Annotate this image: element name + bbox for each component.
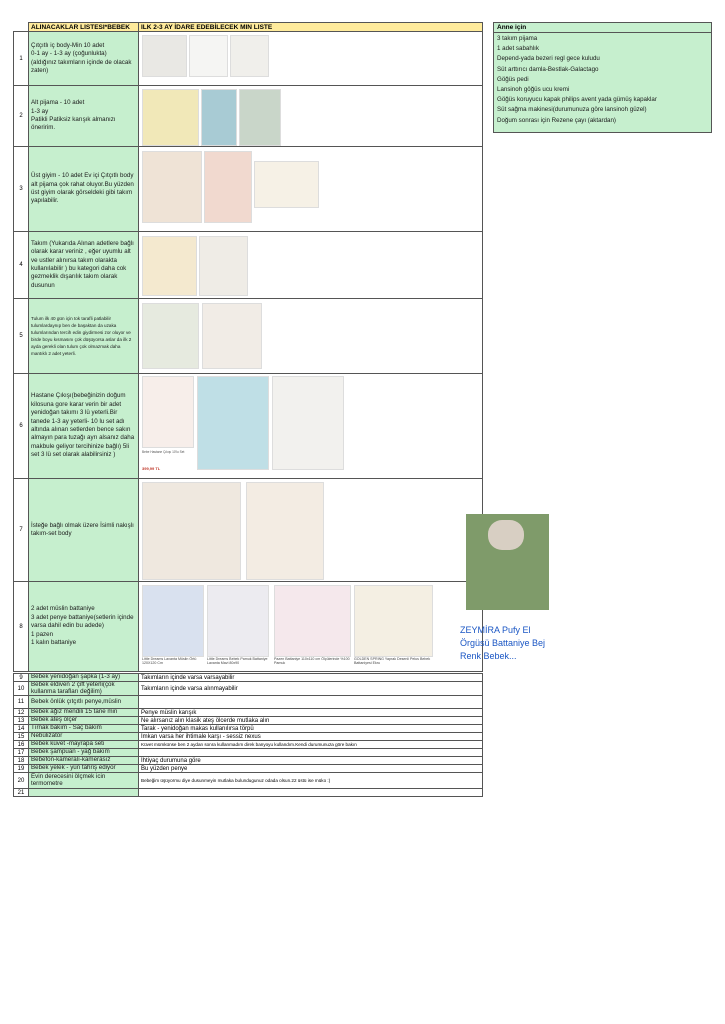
row-number: 15 — [14, 733, 29, 741]
shopping-list-table — [13, 22, 483, 672]
row-number: 10 — [14, 682, 29, 696]
table-row — [14, 682, 483, 696]
item-name: Bebek ağız mendili 15 tane min — [29, 709, 139, 717]
mom-list-title: Anne için — [494, 23, 711, 33]
product-image — [142, 236, 197, 296]
table-row — [14, 147, 483, 232]
row-number: 1 — [14, 32, 29, 86]
mom-list-item: 3 takım pijama — [497, 35, 538, 42]
product-image — [142, 35, 187, 77]
table-row — [14, 773, 483, 789]
product-image — [142, 303, 199, 369]
product-image — [142, 482, 241, 580]
table-row — [14, 749, 483, 757]
table-row — [14, 374, 483, 479]
item-note: Küvet mümkünse ben 2 aydan sonra kullanmadım direk banyoyu kullandım.Kendi durumunuza göre bakın — [139, 741, 483, 749]
product-caption: GOLDEN SPRING Yaprak Desenli Pelus Bebek Battaniyesi Ekru — [354, 657, 431, 666]
row-number: 6 — [14, 374, 29, 479]
table-row — [14, 299, 483, 374]
table-row — [14, 765, 483, 773]
row-images — [139, 32, 483, 86]
item-note: Bu yüzden penye — [139, 765, 483, 773]
row-number: 11 — [14, 696, 29, 709]
row-number: 20 — [14, 773, 29, 789]
product-caption: Bebe Hastane Çıkışı 10'lu Set — [142, 450, 185, 454]
row-number: 19 — [14, 765, 29, 773]
product-image — [142, 89, 199, 146]
product-image — [142, 151, 202, 223]
item-name — [29, 789, 139, 797]
product-image — [239, 89, 281, 146]
row-images — [139, 479, 483, 582]
row-number: 9 — [14, 674, 29, 682]
table-row — [14, 733, 483, 741]
row-number: 17 — [14, 749, 29, 757]
row-number: 13 — [14, 717, 29, 725]
row-number: 21 — [14, 789, 29, 797]
item-note: Takımların içinde varsa alınmayabilir — [139, 682, 483, 696]
item-note: Tarak - yenidoğan makas kullanılırsa törpü — [139, 725, 483, 733]
row-description: Çıtçıtlı iç body-Min 10 adet 0-1 ay - 1-3 ay (çoğunlukta) (aldığınız takımların içinde de olacak zaten) — [29, 32, 139, 86]
product-image — [142, 585, 204, 657]
product-price: 399,99 TL — [142, 466, 161, 471]
item-note: Takımların içinde varsa varsayabilir — [139, 674, 483, 682]
item-name: Bebek yelek - yün tahriş ediyor — [29, 765, 139, 773]
item-note — [139, 749, 483, 757]
table-row — [14, 741, 483, 749]
row-number: 4 — [14, 232, 29, 299]
item-name: Bebek küvet -mayrapa seti — [29, 741, 139, 749]
product-image — [189, 35, 228, 77]
row-number: 8 — [14, 582, 29, 672]
product-image — [230, 35, 269, 77]
product-image — [274, 585, 351, 657]
table-row — [14, 86, 483, 147]
item-name: Tırnak bakım - Saç bakım — [29, 725, 139, 733]
row-images — [139, 582, 483, 672]
mom-list-item: Depend-yada bezeri regl gece kuludu — [497, 55, 600, 63]
row-description: Üst giyim - 10 adet Ev içi Çıtçıtlı body alt pijama çok rahat oluyor.Bu yüzden üst giyim olarak görseldeki gibi takım yapılabilir. — [29, 147, 139, 232]
row-images — [139, 232, 483, 299]
product-image — [197, 376, 269, 470]
product-caption-link[interactable]: ZEYMİRA Pufy El Örgüsü Battaniye Bej Renk Bebek... — [460, 625, 546, 661]
item-name: Bebek ateş ölçer — [29, 717, 139, 725]
table-row — [14, 696, 483, 709]
row-number: 5 — [14, 299, 29, 374]
row-number: 2 — [14, 86, 29, 147]
table-row — [14, 32, 483, 86]
row-number: 12 — [14, 709, 29, 717]
item-name: Nebülizatör — [29, 733, 139, 741]
item-note: Penye müslin karışık — [139, 709, 483, 717]
row-images — [139, 299, 483, 374]
product-image — [142, 376, 194, 448]
header-col1: ALINACAKLAR LISTESI*BEBEK — [29, 23, 139, 32]
item-note: Bebeğim üşüyormu diye dusunmeyin mutlaka bulundugunuz odada olsun.22 üstü ise müko :) — [139, 773, 483, 789]
mom-list-item: Göğüs koruyucu kapak philips avent yada gümüş kapaklar — [497, 96, 657, 104]
table-row — [14, 479, 483, 582]
header-row — [14, 23, 483, 32]
mom-list-item: Süt arttırıcı damla-Bestlak-Galactago — [497, 65, 599, 73]
row-number: 18 — [14, 757, 29, 765]
mom-list-item: 1 adet sabahlık — [497, 45, 539, 53]
table-row — [14, 789, 483, 797]
header-col2: ILK 2-3 AY İDARE EDEBİLECEK MIN LISTE — [139, 23, 483, 32]
item-note — [139, 789, 483, 797]
table-row — [14, 757, 483, 765]
item-note: İhtiyaç durumuna göre — [139, 757, 483, 765]
mom-list-item: Süt sağma makinesi(durumunuza göre lansinoh güzel) — [497, 106, 647, 114]
product-image — [204, 151, 252, 223]
product-image — [272, 376, 344, 470]
mom-list-item: Doğum sonrası için Rezene çayı (aktardan) — [497, 116, 616, 124]
product-caption: Pazen Battaniye 110x110 cm Ölçülerinde %100 Pamuk — [274, 657, 350, 666]
row-description: Hastane Çıkışı(bebeğinizin doğum kilosuna gore karar verin bir adet yenidoğan takımı 3 lü yeterli.Bir tanede 1-3 ay yeterli- 10 lu set adı altında alınan setlerden bence sakın almayın para tuzağı ayrı alsanız daha makbule geliyor tercihinize bağlı) 5li set 3 lü set olarak alabilirsiniz ) — [29, 374, 139, 479]
table-row — [14, 717, 483, 725]
row-description: Tulum ilk 40 gün için tok tarafli patlabilir tulumlardaynıp ben de başaktan da uzaka tulumlarından tercih edin giydirmesi zor oluyor ve birde boyu kısmasını çok düşüyorsa aslar da ilk 2 ayda gerekli olan tulum çok olmazmak daha mantıklı 2 adet yeterli. — [29, 299, 139, 374]
mom-list-items — [494, 33, 711, 132]
product-image — [246, 482, 324, 580]
product-image — [199, 236, 248, 296]
product-caption: Little Dreams Lavanta Müslin Örtü 120X120 Cm — [142, 657, 197, 666]
item-name: Bebefon-kameralı-kamerasız — [29, 757, 139, 765]
product-image — [202, 303, 262, 369]
row-images — [139, 147, 483, 232]
item-name: Bebek şampuan - yağ bakım — [29, 749, 139, 757]
item-name: Evin derecesini ölçmek icin termometre — [29, 773, 139, 789]
row-description: İsteğe bağlı olmak üzere İsimli nakışlı takım-set body — [29, 479, 139, 582]
item-name: Bebek eldiven 2 çift yeterli(çok kullanma tarafları değilim) — [29, 682, 139, 696]
item-name: Bebek önlük çıtçıtlı penye,müslin — [29, 696, 139, 709]
plush-toy-icon — [488, 520, 524, 550]
product-image — [254, 161, 319, 208]
row-number: 3 — [14, 147, 29, 232]
product-image — [354, 585, 433, 657]
row-description: Alt pijama - 10 adet 1-3 ay Patikli Patiksiz karışık almanızı öneririm. — [29, 86, 139, 147]
small-items-table — [13, 673, 483, 797]
product-caption: Little Dreams Bebek Pamuk Battaniye Lavanta Mavi 80x90 — [207, 657, 268, 666]
table-row — [14, 582, 483, 672]
table-row — [14, 709, 483, 717]
row-description: 2 adet müslin battaniye 3 adet penye battaniye(setlerin içinde varsa dahil edin bu adede) 1 pazen 1 kalın battaniye — [29, 582, 139, 672]
item-note — [139, 696, 483, 709]
row-number: 7 — [14, 479, 29, 582]
item-name: Bebek yenidoğan şapka (1-3 ay) — [29, 674, 139, 682]
row-number: 16 — [14, 741, 29, 749]
item-note: Ne alırsanız alın klasik ateş ölcerde mutlaka alın — [139, 717, 483, 725]
table-row — [14, 725, 483, 733]
row-images — [139, 374, 483, 479]
table-row — [14, 674, 483, 682]
row-images — [139, 86, 483, 147]
row-description: Takım (Yukarıda Alınan adetlere bağlı olarak karar veriniz , eğer uyumlu alt ve ustler alınırsa takım olarakta kullanılabilir ) bu kategori daha cok gezmeklik dışarılık takım olarak dusunun — [29, 232, 139, 299]
row-number: 14 — [14, 725, 29, 733]
product-image — [201, 89, 237, 146]
item-note: İmkan varsa her ihtimale karşı - sessiz nexus — [139, 733, 483, 741]
mom-list-item: Göğüs pedi — [497, 75, 529, 83]
blanket-product-image[interactable] — [466, 514, 549, 610]
mom-list — [493, 22, 712, 133]
mom-list-item: Lansinoh göğüs ucu kremi — [497, 86, 570, 94]
product-image — [207, 585, 269, 657]
table-row — [14, 232, 483, 299]
